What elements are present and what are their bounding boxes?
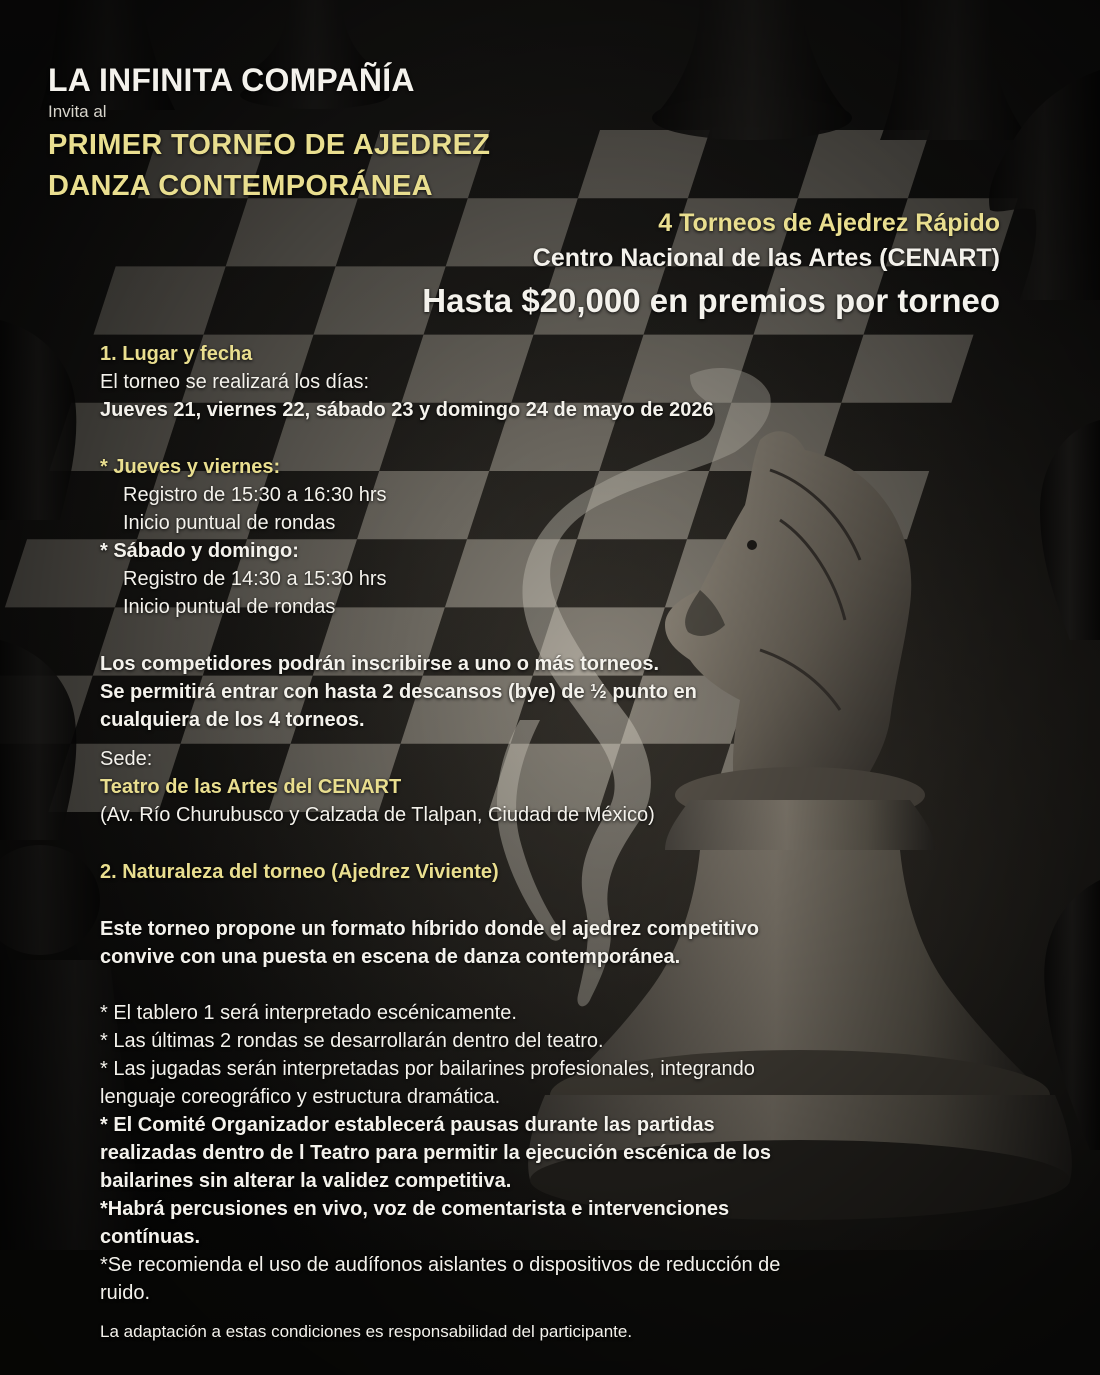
tournament-dates: Jueves 21, viernes 22, sábado 23 y domingo 24 de mayo de 2026 <box>100 399 714 421</box>
bullet-percussion-line-1: *Habrá percusiones en vivo, voz de comentarista e intervenciones <box>100 1198 730 1220</box>
bullet-board-one: * El tablero 1 será interpretado escénicamente. <box>100 1002 517 1024</box>
prize-amount: Hasta $20,000 en premios por torneo <box>422 282 1000 319</box>
company-name: LA INFINITA COMPAÑÍA <box>48 62 415 98</box>
section-heading-nature: 2. Naturaleza del torneo (Ajedrez Viviente) <box>100 861 499 883</box>
venue-address: (Av. Río Churubusco y Calzada de Tlalpan, Ciudad de México) <box>100 804 655 826</box>
footer-disclaimer: La adaptación a estas condiciones es responsabilidad del participante. <box>100 1322 633 1341</box>
bullet-dancers-line-2: lenguaje coreográfico y estructura dramática. <box>100 1086 501 1108</box>
weekday-schedule-heading: * Jueves y viernes: <box>100 456 281 478</box>
bullet-pauses-line-2: realizadas dentro de l Teatro para permitir la ejecución escénica de los <box>100 1142 771 1164</box>
weekday-start: Inicio puntual de rondas <box>123 512 336 534</box>
description-line-1: Este torneo propone un formato híbrido donde el ajedrez competitivo <box>100 918 759 940</box>
description-line-2: convive con una puesta en escena de danza contemporánea. <box>100 946 681 968</box>
venue-name: Teatro de las Artes del CENART <box>100 776 402 798</box>
rules-line-1: Los competidores podrán inscribirse a uno o más torneos. <box>100 653 660 675</box>
event-title-line-1: PRIMER TORNEO DE AJEDREZ <box>48 129 491 161</box>
rules-line-3: cualquiera de los 4 torneos. <box>100 709 365 731</box>
bullet-dancers-line-1: * Las jugadas serán interpretadas por bailarines profesionales, integrando <box>100 1058 755 1080</box>
venue-institution: Centro Nacional de las Artes (CENART) <box>532 244 1000 272</box>
dates-intro: El torneo se realizará los días: <box>100 371 370 393</box>
section-heading-place-date: 1. Lugar y fecha <box>100 343 253 365</box>
weekend-start: Inicio puntual de rondas <box>123 596 336 618</box>
rules-line-2: Se permitirá entrar con hasta 2 descansos (bye) de ½ punto en <box>100 681 697 703</box>
venue-label: Sede: <box>100 748 153 770</box>
bullet-headphones-line-1: *Se recomienda el uso de audífonos aislantes o dispositivos de reducción de <box>100 1254 781 1276</box>
weekend-registration: Registro de 14:30 a 15:30 hrs <box>123 568 387 590</box>
event-title-line-2: DANZA CONTEMPORÁNEA <box>48 170 433 202</box>
bullet-headphones-line-2: ruido. <box>100 1282 151 1304</box>
bullet-pauses-line-1: * El Comité Organizador establecerá pausas durante las partidas <box>100 1114 715 1136</box>
bullet-percussion-line-2: contínuas. <box>100 1226 201 1248</box>
bullet-pauses-line-3: bailarines sin alterar la validez competitiva. <box>100 1170 512 1192</box>
weekday-registration: Registro de 15:30 a 16:30 hrs <box>123 484 387 506</box>
bullet-last-rounds: * Las últimas 2 rondas se desarrollarán dentro del teatro. <box>100 1030 604 1052</box>
weekend-schedule-heading: * Sábado y domingo: <box>100 540 299 562</box>
tournament-count: 4 Torneos de Ajedrez Rápido <box>658 209 1000 237</box>
invite-text: Invita al <box>48 102 107 121</box>
